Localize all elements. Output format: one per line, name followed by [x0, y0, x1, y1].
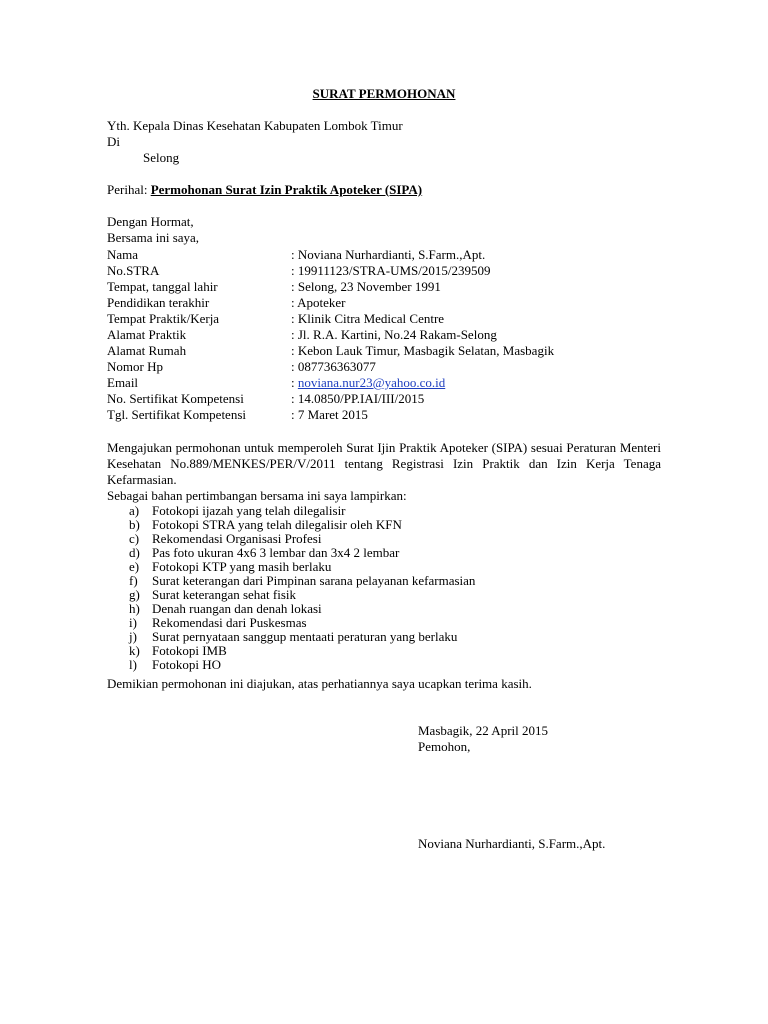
list-marker: b): [129, 517, 140, 532]
subject-label: Perihal:: [107, 182, 151, 197]
field-value: : Jl. R.A. Kartini, No.24 Rakam-Selong: [291, 327, 497, 342]
field-value: : 19911123/STRA-UMS/2015/239509: [291, 263, 491, 278]
signature-role: Pemohon,: [418, 739, 471, 754]
field-label: Tempat, tanggal lahir: [107, 279, 218, 294]
field-value: : Kebon Lauk Timur, Masbagik Selatan, Masbagik: [291, 343, 555, 358]
field-label: Tempat Praktik/Kerja: [107, 311, 220, 326]
greeting: Dengan Hormat,: [107, 214, 194, 229]
list-marker: c): [129, 531, 140, 546]
field-label: Email: [107, 375, 139, 390]
list-marker: e): [129, 559, 140, 574]
list-marker: f): [129, 573, 138, 588]
list-marker: l): [129, 657, 137, 672]
field-value: : Apoteker: [291, 295, 346, 310]
field-value: : Klinik Citra Medical Centre: [291, 311, 445, 326]
list-marker: d): [129, 545, 140, 560]
field-label: Alamat Rumah: [107, 343, 187, 358]
subject-text: Permohonan Surat Izin Praktik Apoteker (SIPA): [150, 182, 423, 197]
field-label: Nama: [107, 247, 139, 262]
recipient-line-2: Di: [107, 134, 120, 149]
list-text: Fotokopi HO: [152, 657, 221, 672]
list-text: Surat pernyataan sanggup mentaati peraturan yang berlaku: [152, 629, 458, 644]
signature-place-date: Masbagik, 22 April 2015: [418, 723, 548, 738]
attachments-intro: Sebagai bahan pertimbangan bersama ini saya lampirkan:: [107, 488, 407, 503]
letter-title: SURAT PERMOHONAN: [312, 86, 456, 101]
field-value: : Noviana Nurhardianti, S.Farm.,Apt.: [291, 247, 486, 262]
body-paragraph: Mengajukan permohonan untuk memperoleh Surat Ijin Praktik Apoteker (SIPA) sesuai Peraturan Menteri Kesehatan No.889/MENKES/PER/V/2011 tentang Registrasi Izin Praktik dan Izin Kerja Tenaga Kefarmasian.: [107, 440, 661, 487]
list-marker: i): [129, 615, 137, 630]
list-text: Rekomendasi dari Puskesmas: [152, 615, 307, 630]
list-marker: j): [129, 629, 137, 644]
field-value: : 087736363077: [291, 359, 376, 374]
field-label: No.STRA: [107, 263, 160, 278]
list-text: Surat keterangan sehat fisik: [152, 587, 297, 602]
list-text: Fotokopi KTP yang masih berlaku: [152, 559, 332, 574]
email-field: [291, 375, 445, 391]
list-marker: k): [129, 643, 140, 658]
recipient-line-1: Yth. Kepala Dinas Kesehatan Kabupaten Lombok Timur: [107, 118, 403, 133]
intro: Bersama ini saya,: [107, 230, 200, 245]
list-marker: h): [129, 601, 140, 616]
list-marker: a): [129, 503, 140, 518]
list-text: Fotokopi IMB: [152, 643, 227, 658]
list-text: Pas foto ukuran 4x6 3 lembar dan 3x4 2 lembar: [152, 545, 400, 560]
closing-sentence: Demikian permohonan ini diajukan, atas perhatiannya saya ucapkan terima kasih.: [107, 676, 532, 691]
list-marker: g): [129, 587, 140, 602]
field-label: Pendidikan terakhir: [107, 295, 210, 310]
field-label: Alamat Praktik: [107, 327, 187, 342]
list-text: Rekomendasi Organisasi Profesi: [152, 531, 322, 546]
field-value: :: [291, 375, 298, 390]
field-label: No. Sertifikat Kompetensi: [107, 391, 244, 406]
field-label: Nomor Hp: [107, 359, 163, 374]
signature-name: Noviana Nurhardianti, S.Farm.,Apt.: [418, 836, 606, 851]
field-value: : 7 Maret 2015: [291, 407, 368, 422]
list-text: Surat keterangan dari Pimpinan sarana pelayanan kefarmasian: [152, 573, 476, 588]
list-text: Denah ruangan dan denah lokasi: [152, 601, 322, 616]
field-value: : 14.0850/PP.IAI/III/2015: [291, 391, 425, 406]
field-label: Tgl. Sertifikat Kompetensi: [107, 407, 247, 422]
subject-line: [107, 182, 422, 198]
list-text: Fotokopi ijazah yang telah dilegalisir: [152, 503, 346, 518]
email-link[interactable]: noviana.nur23@yahoo.co.id: [297, 375, 446, 390]
list-text: Fotokopi STRA yang telah dilegalisir oleh KFN: [152, 517, 402, 532]
recipient-line-3: Selong: [143, 150, 180, 165]
field-value: : Selong, 23 November 1991: [291, 279, 441, 294]
